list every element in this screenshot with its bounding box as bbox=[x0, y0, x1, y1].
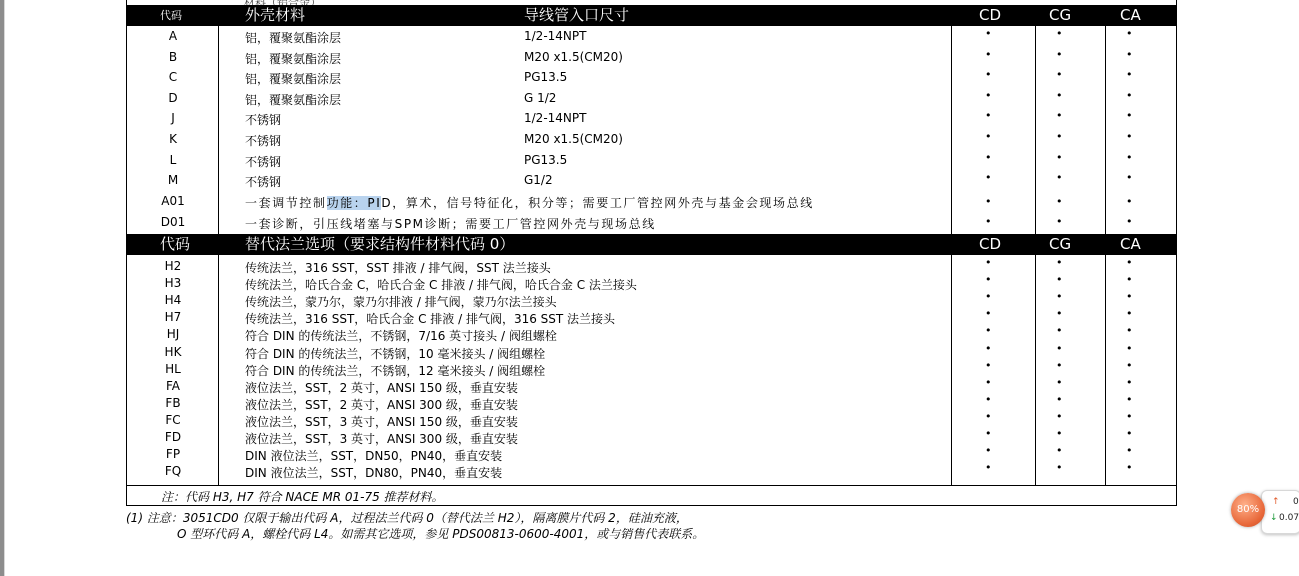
housing-material: 铝，覆聚氨酯涂层 bbox=[245, 51, 342, 66]
availability-dot-ca: • bbox=[1126, 273, 1133, 287]
availability-dot-ca: • bbox=[1126, 375, 1133, 389]
divider-ca bbox=[1105, 26, 1106, 234]
option-code: FD bbox=[164, 430, 182, 444]
option-code: H7 bbox=[164, 310, 182, 325]
availability-dot-cd: • bbox=[985, 150, 992, 164]
housing-material: 不锈钢 bbox=[245, 154, 282, 169]
page-shadow-edge bbox=[4, 0, 5, 576]
option-description: 一套诊断，引压线堵塞与SPM诊断；需要工厂管控网外壳与现场总线 bbox=[245, 217, 656, 231]
housing-material: 铝，覆聚氨酯涂层 bbox=[245, 31, 342, 45]
availability-dot-cd: • bbox=[985, 47, 992, 61]
availability-dot-ca: • bbox=[1126, 68, 1133, 82]
availability-dot-cg: • bbox=[1056, 409, 1063, 423]
option-code: HJ bbox=[166, 327, 180, 342]
footnote-line-1: (1) 注意：3051CD0 仅限于输出代码 A，过程法兰代码 0（替代法兰 H2），隔离膜片代码 2，硅油充液， bbox=[126, 511, 688, 525]
option-code: K bbox=[169, 132, 177, 146]
option-code: A01 bbox=[161, 194, 185, 208]
option-description: DIN 液位法兰，SST，DN80，PN40，垂直安装 bbox=[245, 466, 503, 481]
network-speed-widget[interactable] bbox=[1231, 490, 1299, 534]
header-ca: CA bbox=[1120, 235, 1141, 253]
conduit-entry-size: 1/2-14NPT bbox=[524, 111, 587, 126]
footnote-line-2: O 型环代码 A，螺栓代码 L4。如需其它选项，参见 PDS00813-0600-4001，或与销售代表联系。 bbox=[177, 527, 705, 541]
availability-dot-cd: • bbox=[985, 171, 992, 185]
availability-dot-cg: • bbox=[1056, 109, 1063, 123]
text-selection-highlight: 功能：PI bbox=[326, 196, 382, 210]
availability-dot-cd: • bbox=[985, 444, 992, 458]
option-code: H2 bbox=[164, 259, 182, 273]
option-code: C bbox=[168, 70, 178, 85]
availability-dot-cd: • bbox=[985, 215, 992, 228]
option-code: J bbox=[171, 111, 175, 126]
option-code: H3 bbox=[164, 276, 182, 291]
option-description: 符合 DIN 的传统法兰，不锈钢，10 毫米接头 / 阀组螺栓 bbox=[245, 346, 546, 361]
availability-dot-cd: • bbox=[985, 27, 992, 40]
availability-dot-ca: • bbox=[1126, 171, 1133, 185]
housing-header bbox=[127, 5, 1176, 26]
availability-dot-ca: • bbox=[1126, 444, 1133, 458]
availability-dot-cg: • bbox=[1056, 375, 1063, 389]
availability-dot-cg: • bbox=[1056, 307, 1063, 321]
option-code: FC bbox=[165, 412, 181, 427]
divider-cd bbox=[951, 26, 952, 234]
availability-dot-cg: • bbox=[1056, 324, 1063, 338]
availability-dot-cd: • bbox=[985, 324, 992, 338]
housing-material: 铝，覆聚氨酯涂层 bbox=[245, 92, 342, 107]
option-code: HL bbox=[165, 361, 181, 376]
conduit-entry-size: PG13.5 bbox=[524, 70, 568, 85]
option-code: D bbox=[168, 90, 178, 105]
conduit-entry-size: 1/2-14NPT bbox=[524, 29, 587, 43]
conduit-entry-size: M20 x1.5(CM20) bbox=[524, 49, 623, 64]
conduit-entry-size: G1/2 bbox=[524, 173, 553, 188]
divider-cd bbox=[951, 255, 952, 485]
flange-header bbox=[127, 234, 1176, 255]
option-description bbox=[245, 194, 814, 211]
availability-dot-cd: • bbox=[985, 256, 992, 269]
availability-dot-ca: • bbox=[1126, 341, 1133, 355]
availability-dot-ca: • bbox=[1126, 427, 1133, 440]
availability-dot-cd: • bbox=[985, 290, 992, 304]
availability-dot-cg: • bbox=[1056, 341, 1063, 355]
availability-dot-ca: • bbox=[1126, 358, 1133, 372]
availability-dot-cg: • bbox=[1056, 215, 1063, 228]
desc-part: 一套调节控制 bbox=[245, 196, 327, 210]
availability-dot-cd: • bbox=[985, 461, 992, 475]
option-description: 传统法兰，316 SST，哈氏合金 C 排液 / 排气阀，316 SST 法兰接头 bbox=[245, 312, 616, 327]
availability-dot-cg: • bbox=[1056, 461, 1063, 475]
option-code: FQ bbox=[164, 464, 182, 479]
availability-dot-ca: • bbox=[1126, 27, 1133, 40]
header-code: 代码 bbox=[160, 235, 191, 253]
availability-dot-cd: • bbox=[985, 68, 992, 82]
option-code: FA bbox=[165, 378, 180, 393]
document-page bbox=[126, 0, 1177, 576]
download-value: 0.07 bbox=[1279, 513, 1299, 523]
availability-dot-cd: • bbox=[985, 358, 992, 372]
availability-dot-cd: • bbox=[985, 409, 992, 423]
option-code: HK bbox=[164, 344, 182, 359]
conduit-entry-size: PG13.5 bbox=[524, 152, 568, 167]
option-description: 液位法兰，SST，3 英寸，ANSI 300 级，垂直安装 bbox=[245, 432, 518, 446]
divider-cg bbox=[1035, 255, 1036, 485]
availability-dot-cg: • bbox=[1056, 444, 1063, 458]
option-code: L bbox=[169, 152, 177, 167]
option-code: D01 bbox=[160, 215, 186, 229]
housing-material: 铝，覆聚氨酯涂层 bbox=[245, 72, 342, 87]
availability-dot-cd: • bbox=[985, 341, 992, 355]
conduit-entry-size: M20 x1.5(CM20) bbox=[524, 132, 623, 146]
availability-dot-cd: • bbox=[985, 273, 992, 287]
availability-dot-cg: • bbox=[1056, 195, 1063, 208]
availability-dot-ca: • bbox=[1126, 461, 1133, 475]
availability-dot-ca: • bbox=[1126, 195, 1133, 208]
availability-dot-ca: • bbox=[1126, 150, 1133, 164]
desc-part: D，算术，信号特征化，积分等；需要工厂管控网外壳与基金会现场总线 bbox=[381, 196, 814, 210]
availability-dot-cd: • bbox=[985, 427, 992, 440]
upload-value: 0 bbox=[1293, 497, 1299, 507]
availability-dot-ca: • bbox=[1126, 392, 1133, 406]
availability-dot-ca: • bbox=[1126, 215, 1133, 228]
availability-dot-ca: • bbox=[1126, 307, 1133, 321]
option-description: 传统法兰，316 SST，SST 排液 / 排气阀，SST 法兰接头 bbox=[245, 261, 551, 275]
availability-dot-cd: • bbox=[985, 392, 992, 406]
availability-dot-cg: • bbox=[1056, 427, 1063, 440]
option-code: FP bbox=[165, 447, 181, 462]
note-text: 注：代码 H3, H7 符合 NACE MR 01-75 推荐材料。 bbox=[161, 490, 444, 504]
availability-dot-ca: • bbox=[1126, 324, 1133, 338]
download-arrow-icon: ↓ bbox=[1270, 513, 1278, 523]
availability-dot-cg: • bbox=[1056, 130, 1063, 143]
header-conduit-size: 导线管入口尺寸 bbox=[524, 6, 630, 24]
usage-percent-badge[interactable]: 80% bbox=[1231, 493, 1265, 527]
availability-dot-cd: • bbox=[985, 307, 992, 321]
availability-dot-ca: • bbox=[1126, 47, 1133, 61]
option-code: B bbox=[168, 49, 178, 64]
housing-material: 不锈钢 bbox=[245, 113, 282, 128]
availability-dot-ca: • bbox=[1126, 130, 1133, 143]
header-cg: CG bbox=[1049, 6, 1072, 24]
availability-dot-cg: • bbox=[1056, 290, 1063, 304]
availability-dot-ca: • bbox=[1126, 409, 1133, 423]
availability-dot-cg: • bbox=[1056, 392, 1063, 406]
upload-arrow-icon: ↑ bbox=[1272, 497, 1280, 507]
availability-dot-cd: • bbox=[985, 130, 992, 143]
availability-dot-cg: • bbox=[1056, 47, 1063, 61]
option-description: DIN 液位法兰，SST，DN50，PN40，垂直安装 bbox=[245, 449, 503, 464]
availability-dot-cd: • bbox=[985, 375, 992, 389]
availability-dot-cg: • bbox=[1056, 27, 1063, 40]
option-description: 传统法兰，哈氏合金 C，哈氏合金 C 排液 / 排气阀，哈氏合金 C 法兰接头 bbox=[245, 278, 637, 293]
option-description: 符合 DIN 的传统法兰，不锈钢，7/16 英寸接头 / 阀组螺栓 bbox=[245, 329, 557, 344]
availability-dot-cg: • bbox=[1056, 273, 1063, 287]
header-cd: CD bbox=[979, 235, 1002, 253]
conduit-entry-size: G 1/2 bbox=[524, 90, 557, 105]
availability-dot-cg: • bbox=[1056, 256, 1063, 269]
option-code: H4 bbox=[164, 293, 182, 308]
availability-dot-cd: • bbox=[985, 88, 992, 102]
availability-dot-cg: • bbox=[1056, 171, 1063, 185]
availability-dot-cg: • bbox=[1056, 358, 1063, 372]
header-flange-options: 替代法兰选项（要求结构件材料代码 0） bbox=[245, 235, 515, 253]
housing-material: 不锈钢 bbox=[245, 175, 282, 190]
divider-cg bbox=[1035, 26, 1036, 234]
availability-dot-cd: • bbox=[985, 109, 992, 123]
option-description: 液位法兰，SST，2 英寸，ANSI 300 级，垂直安装 bbox=[245, 397, 518, 412]
speed-panel bbox=[1261, 490, 1299, 534]
option-description: 液位法兰，SST，3 英寸，ANSI 150 级，垂直安装 bbox=[245, 414, 518, 429]
availability-dot-cd: • bbox=[985, 195, 992, 208]
header-ca: CA bbox=[1120, 6, 1141, 24]
availability-dot-cg: • bbox=[1056, 68, 1063, 82]
header-cg: CG bbox=[1049, 235, 1072, 253]
option-description: 液位法兰，SST，2 英寸，ANSI 150 级，垂直安装 bbox=[245, 380, 518, 395]
availability-dot-cg: • bbox=[1056, 88, 1063, 102]
option-code: A bbox=[168, 29, 178, 43]
header-code: 代码 bbox=[160, 9, 182, 22]
option-code: FB bbox=[165, 395, 181, 410]
divider-ca bbox=[1105, 255, 1106, 485]
housing-material: 不锈钢 bbox=[245, 134, 282, 148]
availability-dot-ca: • bbox=[1126, 109, 1133, 123]
availability-dot-ca: • bbox=[1126, 290, 1133, 304]
availability-dot-ca: • bbox=[1126, 256, 1133, 269]
options-table bbox=[126, 0, 1177, 506]
availability-dot-ca: • bbox=[1126, 88, 1133, 102]
option-description: 传统法兰，蒙乃尔，蒙乃尔排液 / 排气阀，蒙乃尔法兰接头 bbox=[245, 295, 557, 310]
header-cd: CD bbox=[979, 6, 1002, 24]
option-description: 符合 DIN 的传统法兰，不锈钢，12 毫米接头 / 阀组螺栓 bbox=[245, 363, 546, 378]
option-code: M bbox=[167, 173, 179, 188]
availability-dot-cg: • bbox=[1056, 150, 1063, 164]
table-note bbox=[127, 485, 1176, 506]
header-housing-material: 外壳材料 bbox=[245, 6, 306, 24]
